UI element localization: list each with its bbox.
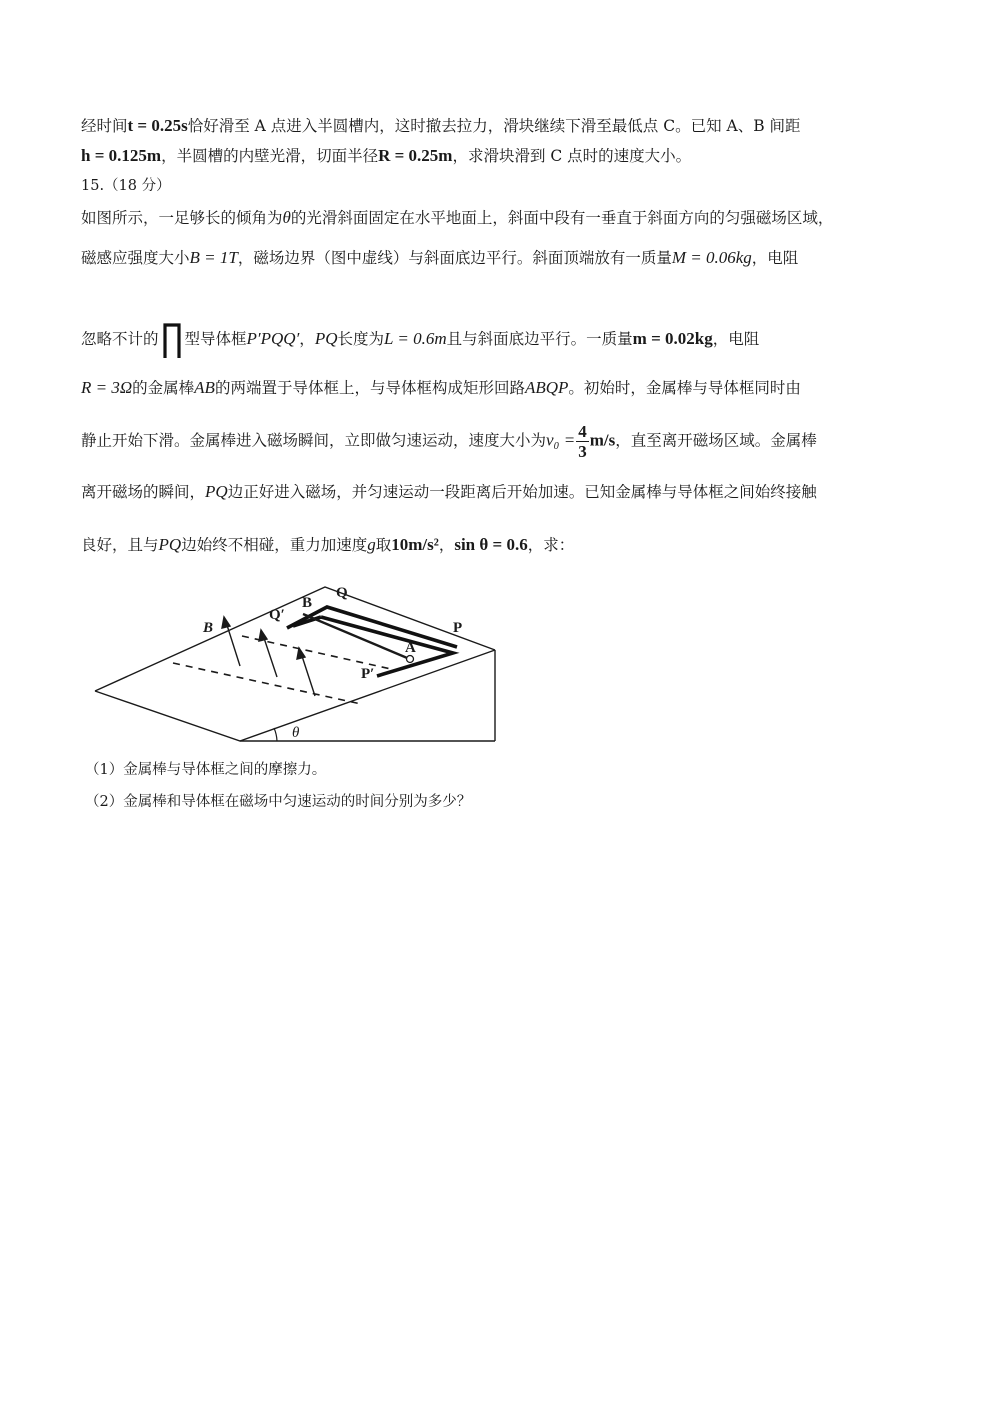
l7-a: 静止开始下滑。金属棒进入磁场瞬间，立即做匀速运动，速度大小为 xyxy=(81,431,547,450)
text-line-3 xyxy=(81,208,833,228)
label-p-prime: P′ xyxy=(361,666,375,682)
velocity-unit: m/s xyxy=(589,430,616,450)
l7-b: ，直至离开磁场区域。金属棒 xyxy=(615,431,817,450)
label-q: Q xyxy=(336,585,348,601)
l6-b: 的两端置于导体框上，与导体框构成矩形回路 xyxy=(214,379,525,397)
angle-arc xyxy=(274,728,277,741)
frac-numerator: 4 xyxy=(578,422,587,441)
l4-c: ，电阻 xyxy=(751,249,799,267)
question-15-header: 15.（18 分） xyxy=(81,178,171,194)
l9-e: ，求： xyxy=(527,536,575,554)
pq-symbol-3: PQ xyxy=(158,535,182,554)
l4-a: 磁感应强度大小 xyxy=(81,249,190,267)
label-p: P xyxy=(453,620,463,636)
m-rod-equation: m = 0.02kg xyxy=(632,329,713,348)
text-line-1 xyxy=(81,116,801,136)
l1-a: 经时间 xyxy=(81,117,128,135)
text-line-9 xyxy=(81,535,574,555)
theta-symbol: θ xyxy=(282,208,291,227)
text-line-2 xyxy=(81,146,691,166)
four-thirds-fraction xyxy=(576,422,589,461)
pi-frame-icon xyxy=(163,322,181,358)
abqp-symbol: ABQP xyxy=(524,378,569,397)
text-line-4 xyxy=(81,248,798,268)
g-symbol: g xyxy=(367,535,376,554)
text-line-5 xyxy=(81,322,759,358)
sub-question-2: （2）金属棒和导体框在磁场中匀速运动的时间分别为多少？ xyxy=(85,794,472,810)
l5-f: ，电阻 xyxy=(712,330,760,348)
l5-a: 忽略不计的 xyxy=(81,330,159,348)
l4-b: ，磁场边界（图中虚线）与斜面底边平行。斜面顶端放有一质量 xyxy=(237,249,672,267)
l2-a: ，半圆槽的内壁光滑，切面半径 xyxy=(161,147,379,165)
l2-b: ，求滑块滑到 C 点时的速度大小。 xyxy=(452,147,692,165)
l3-a: 如图所示，一足够长的倾角为 xyxy=(81,209,283,227)
l8-b: 边正好进入磁场，并匀速运动一段距离后开始加速。已知金属棒与导体框之间始终接触 xyxy=(227,483,817,501)
label-q-prime: Q′ xyxy=(269,607,285,623)
g-value: 10m/s² xyxy=(391,535,439,554)
r-equation: R = 0.25m xyxy=(378,146,453,165)
m-frame-equation: M = 0.06kg xyxy=(671,248,752,267)
l5-e: 且与斜面底边平行。一质量 xyxy=(446,330,633,348)
ab-symbol: AB xyxy=(194,378,215,397)
text-line-6 xyxy=(81,378,801,398)
incline-magnetic-field-figure xyxy=(85,580,505,750)
pq-symbol-2: PQ xyxy=(205,482,228,501)
l5-b: 型导体框 xyxy=(184,330,247,348)
point-a-marker xyxy=(407,656,414,663)
v0-symbol: v₀ = xyxy=(546,430,576,450)
h-equation: h = 0.125m xyxy=(81,146,162,165)
frac-denominator: 3 xyxy=(578,442,587,461)
label-a: A xyxy=(405,640,416,656)
resistance-equation: R = 3Ω xyxy=(81,378,133,397)
l5-d: 长度为 xyxy=(337,330,384,348)
frame-name: P′PQQ′ xyxy=(246,329,300,348)
l-equation: L = 0.6m xyxy=(384,329,447,348)
l9-c: 取 xyxy=(375,536,392,554)
l8-a: 离开磁场的瞬间， xyxy=(81,483,206,501)
l6-c: 。初始时，金属棒与导体框同时由 xyxy=(568,379,801,397)
l5-c: ， xyxy=(299,330,315,348)
l9-b: 边始终不相碰，重力加速度 xyxy=(181,536,368,554)
l9-a: 良好，且与 xyxy=(81,536,159,554)
sin-equation: sin θ = 0.6 xyxy=(454,535,528,554)
pq-symbol: PQ xyxy=(314,329,338,348)
field-boundary-upper xyxy=(173,663,361,704)
t-equation: t = 0.25s xyxy=(127,116,188,135)
label-b-field: B xyxy=(203,620,214,636)
l9-d: ， xyxy=(438,536,455,554)
text-line-7 xyxy=(81,422,817,461)
text-line-8 xyxy=(81,482,817,502)
label-theta: θ xyxy=(292,725,300,741)
b-equation: B = 1T xyxy=(189,248,238,267)
l3-b: 的光滑斜面固定在水平地面上，斜面中段有一垂直于斜面方向的匀强磁场区域， xyxy=(290,209,834,227)
l6-a: 的金属棒 xyxy=(132,379,195,397)
sub-question-1: （1）金属棒与导体框之间的摩擦力。 xyxy=(85,762,327,778)
label-b-rod: B xyxy=(302,595,313,611)
l1-b: 恰好滑至 A 点进入半圆槽内，这时撤去拉力，滑块继续下滑至最低点 C。已知 A、B 间距 xyxy=(187,117,801,135)
